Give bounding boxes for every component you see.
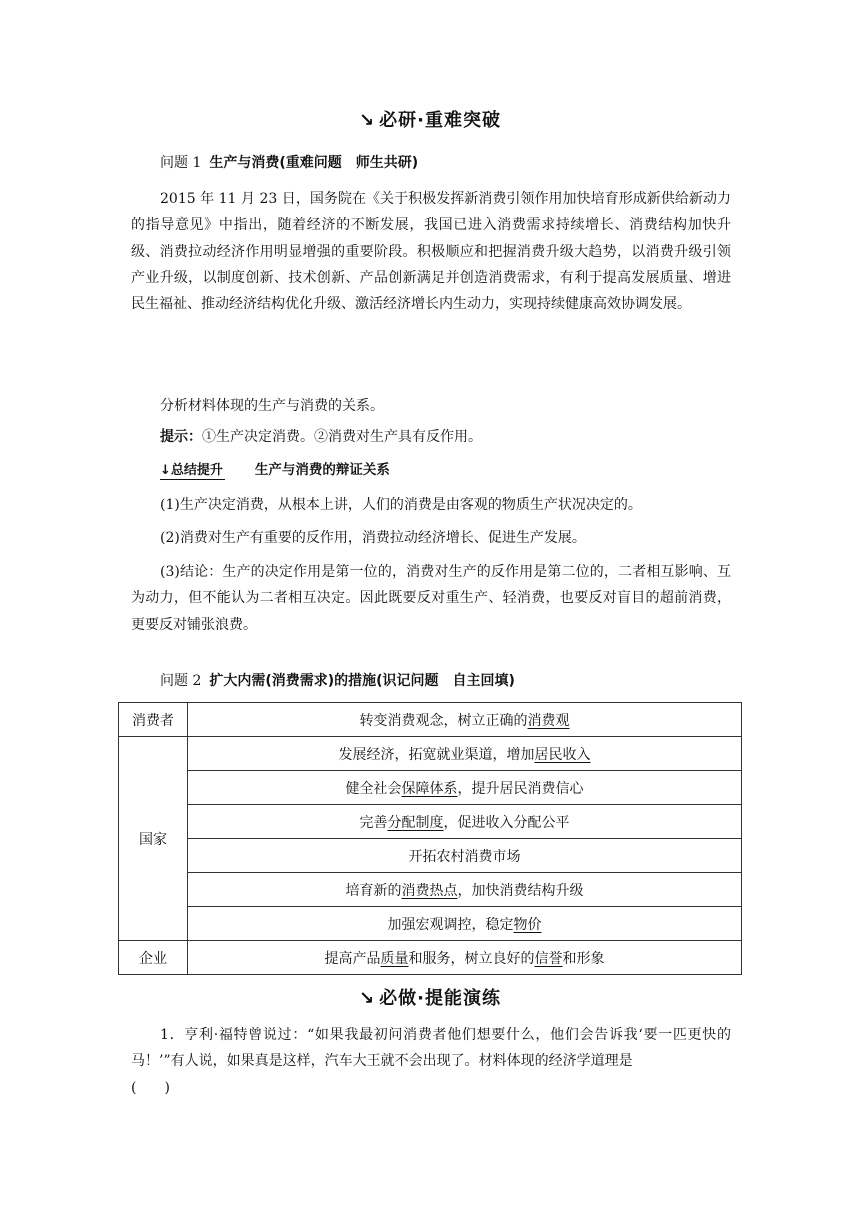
arrow-icon: ↘ [359,988,376,1009]
section-title-practice [0,984,860,1010]
table-row [119,737,742,771]
table-row [119,805,742,839]
row-label-state: 国家 [119,737,188,941]
table-cell [188,941,742,975]
cell-text: 培育新的 [345,882,402,899]
question-title: 扩大内需(消费需求)的措施(识记问题 自主回填) [209,673,515,689]
cell-text: 完善 [359,814,388,831]
table-cell [188,771,742,805]
exercise-text: 1．亨利·福特曾说过：“如果我最初问消费者他们想要什么，他们会告诉我‘要一匹更快的马！’”有人说，如果真是这样，汽车大王就不会出现了。材料体现的经济学道理是 [131,1027,731,1070]
table-cell [188,703,742,737]
cell-text: 健全社会 [345,780,402,797]
underlined-answer: 质量 [380,950,409,967]
cell-text: ，促进收入分配公平 [443,814,570,831]
cell-text: ，加快消费结构升级 [457,882,584,899]
table-cell: 开拓农村消费市场 [188,839,742,873]
exercise-1 [131,1022,731,1101]
cell-text: 提高产品 [324,950,381,967]
table-row [119,873,742,907]
cell-text: 和形象 [562,950,605,967]
summary-point-2: (2)消费对生产有重要的反作用，消费拉动经济增长、促进生产发展。 [160,530,586,546]
summary-point-3: (3)结论：生产的决定作用是第一位的，消费对生产的反作用是第二位的，二者相互影响、互为动力，但不能认为二者相互决定。因此既要反对重生产、轻消费，也要反对盲目的超前消费，更要反对铺张浪费。 [131,564,731,633]
cell-text: 加强宏观调控，稳定 [387,916,514,933]
answer-blank: ( ) [131,1079,170,1096]
question-number: 问题 1 [160,155,202,171]
table-row [119,771,742,805]
summary-tag [160,459,225,480]
cell-text: 和服务，树立良好的 [408,950,535,967]
summary-heading [160,458,390,480]
summary-title: 生产与消费的辩证关系 [254,462,390,478]
table-row [119,941,742,975]
hint-text: ①生产决定消费。②消费对生产具有反作用。 [202,429,482,445]
material-paragraph: 2015 年 11 月 23 日，国务院在《关于积极发挥新消费引领作用加快培育形成新供给新动力的指导意见》中指出，随着经济的不断发展，我国已进入消费需求持续增长、消费结构加快升级、消费拉动经济作用明显增强的重要阶段。积极顺应和把握消费升级大趋势，以消费升级引领产业升级，以制度创新、技术创新、产品创新满足并创造消费需求，有利于提高发展质量、增进民生福祉、推动经济结构优化升级、激活经济增长内生动力，实现持续健康高效协调发展。 [131,191,731,313]
hint-line [160,426,482,446]
question-title: 生产与消费(重难问题 师生共研) [209,155,419,171]
measures-table [118,702,742,975]
table-row [119,907,742,941]
table-cell [188,907,742,941]
summary-point-1: (1)生产决定消费，从根本上讲，人们的消费是由客观的物质生产状况决定的。 [160,497,642,513]
underlined-answer: 消费观 [527,712,570,729]
row-label-enterprise: 企业 [119,941,188,975]
table-cell [188,873,742,907]
underlined-answer: 信誉 [534,950,563,967]
section-title-research [0,106,860,132]
underlined-answer: 分配制度 [387,814,444,831]
down-arrow-icon: ↓ [160,463,171,478]
cell-text: 转变消费观念，树立正确的 [359,712,528,729]
arrow-icon: ↘ [359,110,376,131]
question-number: 问题 2 [160,673,202,689]
cell-text: ，提升居民消费信心 [457,780,584,797]
table-row [119,703,742,737]
cell-text: 发展经济，拓宽就业渠道，增加 [338,746,535,763]
table-cell [188,737,742,771]
question-1-heading [160,152,418,172]
table-row [119,839,742,873]
table-cell [188,805,742,839]
underlined-answer: 消费热点 [401,882,458,899]
summary-tag-text: 总结提升 [170,463,223,478]
hint-label: 提示： [160,429,202,445]
question-prompt: 分析材料体现的生产与消费的关系。 [160,398,384,414]
row-label-consumer: 消费者 [119,703,188,737]
question-2-heading [160,670,515,690]
section-title-text: 必做·提能演练 [379,988,501,1009]
underlined-answer: 保障体系 [401,780,458,797]
underlined-answer: 居民收入 [534,746,591,763]
underlined-answer: 物价 [513,916,542,933]
section-title-text: 必研·重难突破 [379,110,501,131]
